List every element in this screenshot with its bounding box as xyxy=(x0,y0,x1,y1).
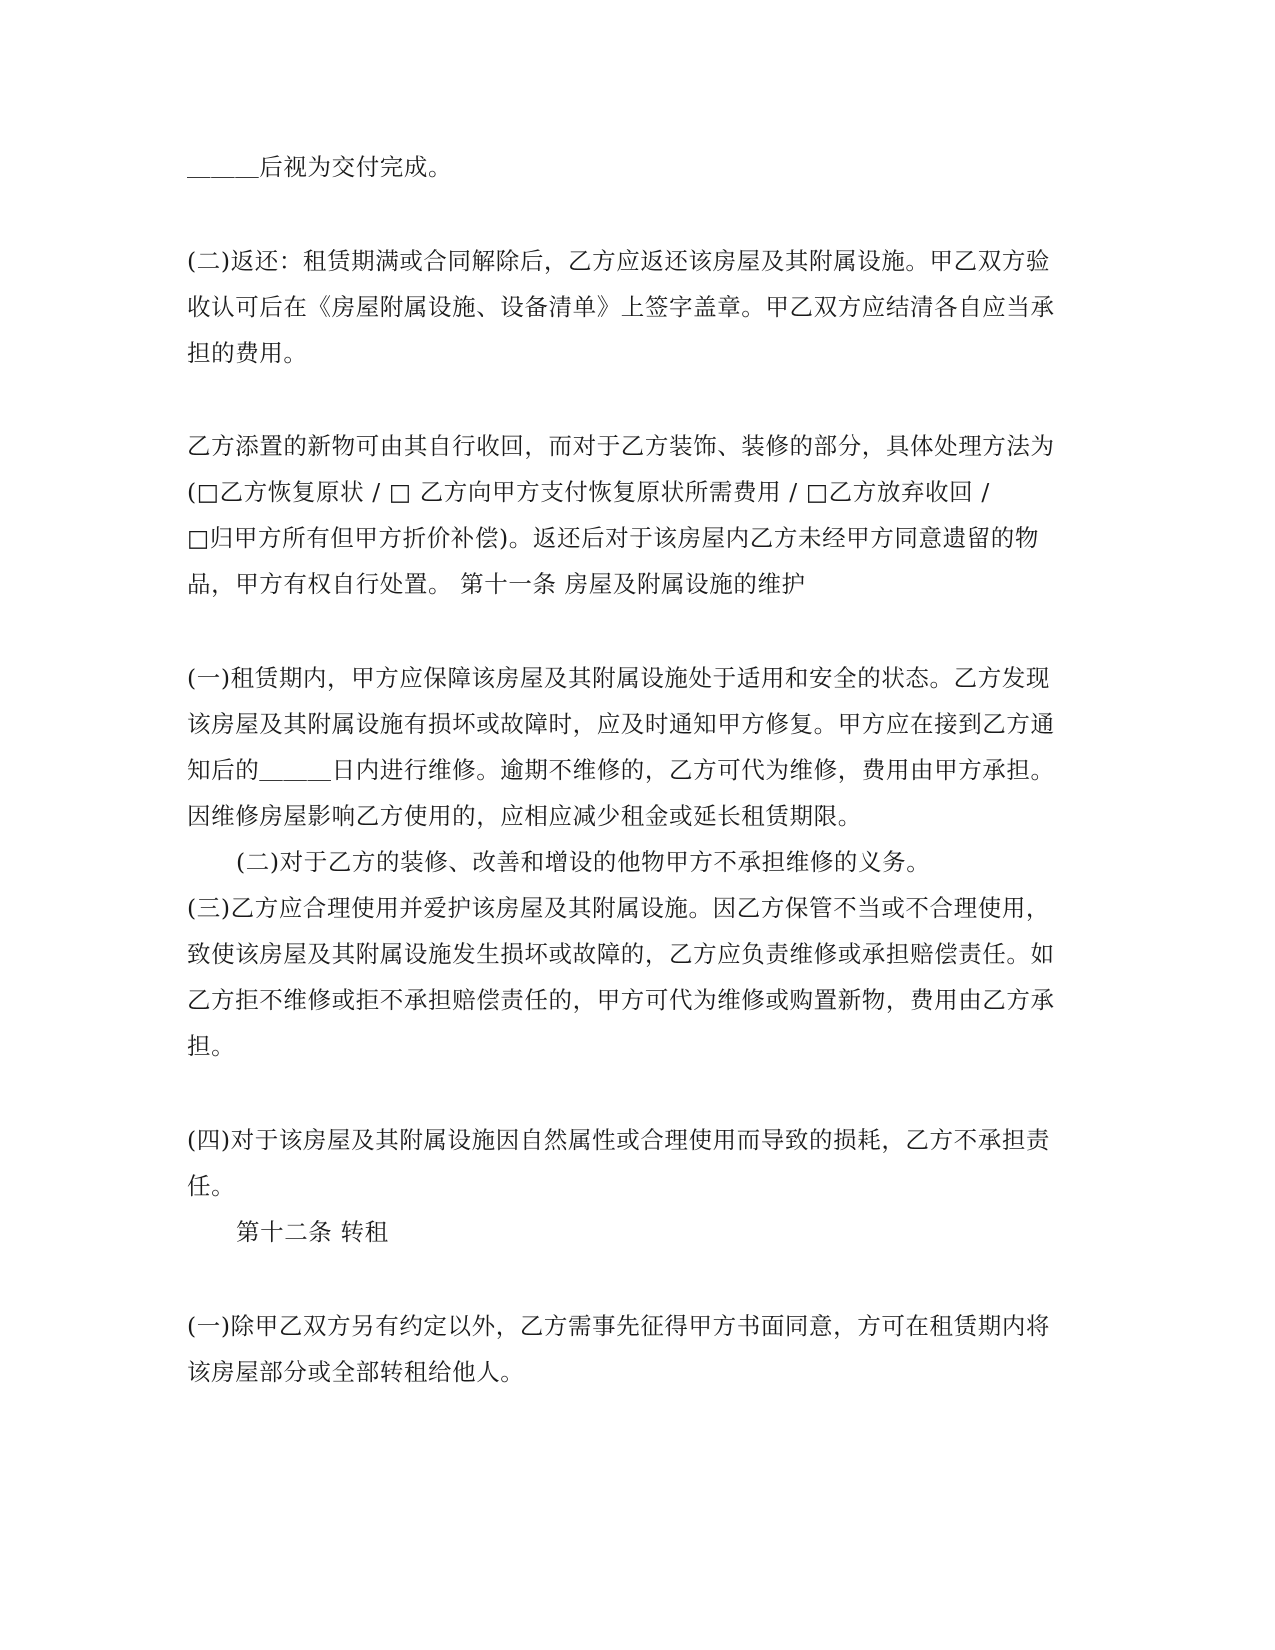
text-line: (四)对于该房屋及其附属设施因自然属性或合理使用而导致的损耗，乙方不承担责 xyxy=(187,1126,1051,1154)
text-line: (三)乙方应合理使用并爱护该房屋及其附属设施。因乙方保管不当或不合理使用， xyxy=(187,894,1051,922)
text-line: 担的费用。 xyxy=(187,339,308,367)
text-line: 致使该房屋及其附属设施发生损坏或故障的，乙方应负责维修或承担赔偿责任。如 xyxy=(187,940,1055,968)
text-line: 担。 xyxy=(187,1032,236,1060)
section-heading: 第十二条 转租 xyxy=(236,1218,389,1246)
text-line: 因维修房屋影响乙方使用的，应相应减少租金或延长租赁期限。 xyxy=(187,802,862,830)
text-line: (一)除甲乙双方另有约定以外，乙方需事先征得甲方书面同意，方可在租赁期内将 xyxy=(187,1312,1051,1340)
text-line: 乙方添置的新物可由其自行收回，而对于乙方装饰、装修的部分，具体处理方法为 xyxy=(187,432,1055,460)
text-line: (一)租赁期内，甲方应保障该房屋及其附属设施处于适用和安全的状态。乙方发现 xyxy=(187,664,1051,692)
text-line: (□乙方恢复原状 / □ 乙方向甲方支付恢复原状所需费用 / □乙方放弃收回 / xyxy=(187,478,990,506)
text-line: 该房屋及其附属设施有损坏或故障时，应及时通知甲方修复。甲方应在接到乙方通 xyxy=(187,710,1055,738)
text-line: 乙方拒不维修或拒不承担赔偿责任的，甲方可代为维修或购置新物，费用由乙方承 xyxy=(187,986,1055,1014)
text-line: □归甲方所有但甲方折价补偿)。返还后对于该房屋内乙方未经甲方同意遗留的物 xyxy=(187,524,1039,552)
text-line: 品，甲方有权自行处置。 第十一条 房屋及附属设施的维护 xyxy=(187,570,806,598)
text-line: 任。 xyxy=(187,1172,236,1200)
text-line: 收认可后在《房屋附属设施、设备清单》上签字盖章。甲乙双方应结清各自应当承 xyxy=(187,293,1055,321)
text-line: 该房屋部分或全部转租给他人。 xyxy=(187,1358,525,1386)
text-line: (二)返还：租赁期满或合同解除后，乙方应返还该房屋及其附属设施。甲乙双方验 xyxy=(187,247,1051,275)
text-line: (二)对于乙方的装修、改善和增设的他物甲方不承担维修的义务。 xyxy=(236,848,931,876)
text-line: ＿＿＿后视为交付完成。 xyxy=(187,153,453,181)
text-line: 知后的＿＿＿日内进行维修。逾期不维修的，乙方可代为维修，费用由甲方承担。 xyxy=(187,756,1055,784)
